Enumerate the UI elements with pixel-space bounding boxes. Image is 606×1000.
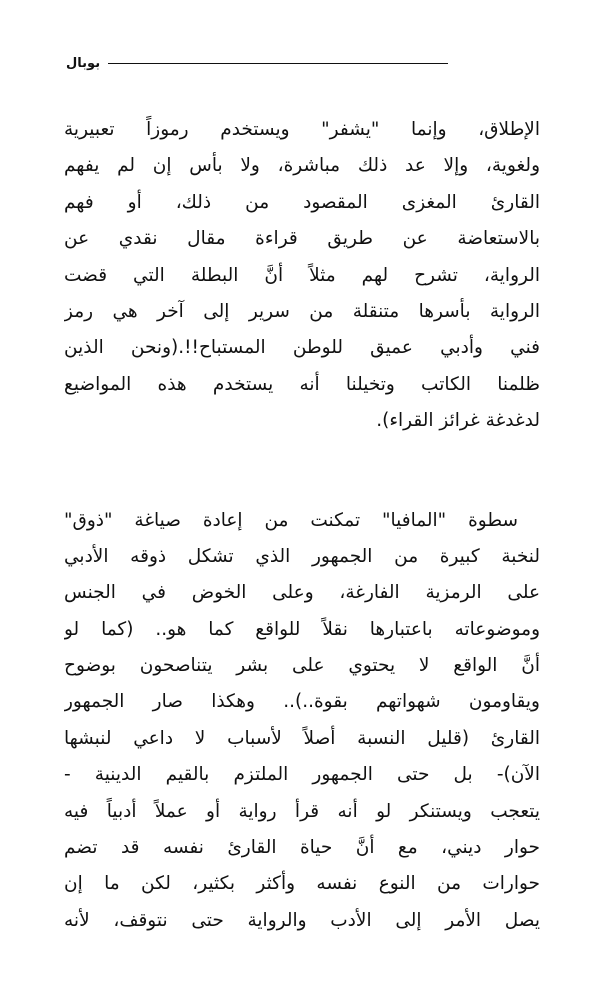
text-line: القارئ (قليل النسبة أصلاً لأسباب لا داعي لنبشها — [64, 727, 540, 749]
text-line: فني وأدبي عميق للوطن المستباح!!.(ونحن الذين — [64, 337, 540, 359]
header-rule — [108, 63, 448, 64]
header-title: بوبال — [66, 55, 101, 71]
text-line: يتعجب ويستنكر لو أنه قرأ رواية أو عملاً أدبياً فيه — [64, 800, 540, 822]
text-line: لنخبة كبيرة من الجمهور الذي تشكل ذوقه الأدبي — [64, 545, 540, 567]
text-line: حوارات من النوع نفسه وأكثر بكثير، لكن ما إن — [64, 873, 540, 895]
running-header — [66, 52, 542, 74]
text-line: الرواية بأسرها متنقلة من سرير إلى آخر هي رمز — [64, 300, 540, 322]
text-line: ويقاومون شهواتهم بقوة..).. وهكذا صار الجمهور — [64, 691, 540, 713]
body-text — [64, 112, 540, 939]
text-line: لدغدغة غرائز القراء). — [376, 410, 540, 432]
text-line: أنَّ الواقع لا يحتوي على بشر يتناصحون بوضوح — [64, 655, 540, 677]
text-line: ولغوية، وإلا عد ذلك مباشرة، ولا بأس إن لم يفهم — [64, 155, 540, 177]
text-line: القارئ المغزى المقصود من ذلك، أو فهم — [64, 191, 540, 213]
text-line: ظلمنا الكاتب وتخيلنا أنه يستخدم هذه المواضيع — [64, 373, 540, 395]
text-line: الإطلاق، وإنما "يشفر" ويستخدم رموزاً تعبيرية — [64, 119, 540, 140]
text-line: يصل الأمر إلى الأدب والرواية حتى نتوقف، لأنه — [64, 909, 540, 931]
text-line: الرواية، تشرح لهم مثلاً أنَّ البطلة التي قضت — [64, 264, 540, 286]
text-line: حوار ديني، مع أنَّ حياة القارئ نفسه قد تضم — [64, 837, 540, 859]
text-line: وموضوعاته باعتبارها نقلاً للواقع كما هو.. (كما لو — [64, 618, 540, 640]
paragraph-1 — [64, 112, 540, 440]
text-line: الآن)- بل حتى الجمهور الملتزم بالقيم الدينية - — [64, 764, 540, 786]
text-line: سطوة "المافيا" تمكنت من إعادة صياغة "ذوق" — [64, 509, 518, 531]
paragraph-2 — [64, 503, 540, 940]
text-line: بالاستعاضة عن طريق قراءة مقال نقدي عن — [64, 228, 540, 250]
text-line: على الرمزية الفارغة، وعلى الخوض في الجنس — [64, 582, 540, 604]
